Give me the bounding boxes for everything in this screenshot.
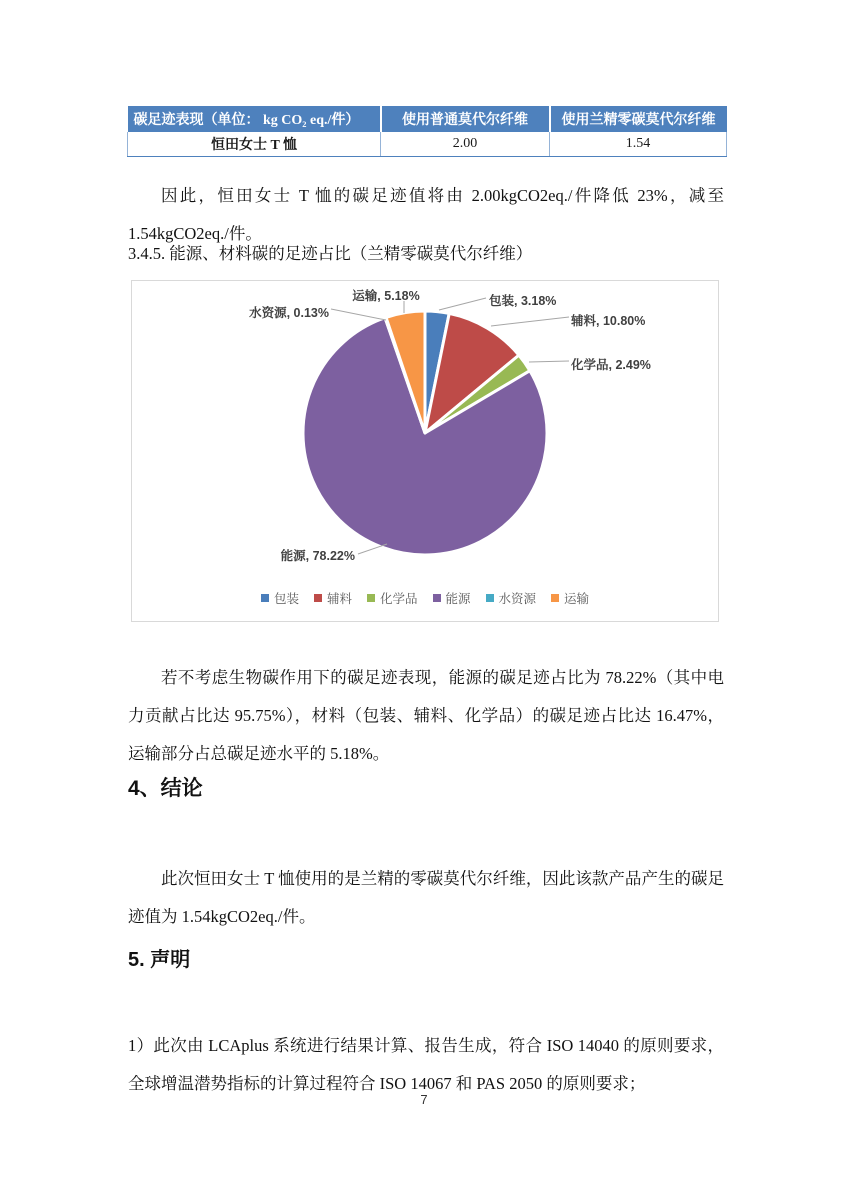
table-row [128, 132, 727, 157]
pie-data-label-运输: 运输, 5.18% [352, 289, 420, 303]
table-header-metric: 碳足迹表现（单位： kg CO₂ eq./件） [128, 106, 381, 132]
legend-swatch-icon [314, 594, 322, 602]
paragraph-footprint-reduction: 因此，恒田女士 T 恤的碳足迹值将由 2.00kgCO2eq./件降低 23%，减至 1.54kgCO2eq./件。 [128, 185, 724, 243]
legend-item-包装 [261, 589, 299, 607]
leader-line-化学品 [529, 361, 569, 362]
section-title-statement: 5. 声明 [128, 949, 191, 971]
pie-data-label-水资源: 水资源, 0.13% [249, 306, 329, 320]
table-cell-zero-carbon-value: 1.54 [550, 132, 727, 157]
leader-line-辅料 [491, 317, 569, 326]
paragraph-statement-1: 1）此次由 LCAplus 系统进行结果计算、报告生成，符合 ISO 14040 的原则要求，全球增温潜势指标的计算过程符合 ISO 14067 和 PAS 2050 的原则要求； [128, 1035, 724, 1093]
table-cell-product-name: 恒田女士 T 恤 [128, 132, 381, 157]
legend-label: 包装 [273, 592, 299, 606]
legend-item-水资源 [486, 589, 537, 607]
paragraph-share-analysis: 若不考虑生物碳作用下的碳足迹表现，能源的碳足迹占比为 78.22%（其中电力贡献占比达 95.75%），材料（包装、辅料、化学品）的碳足迹占比达 16.47%，运输部分占总碳足迹水平的 5.18%。 [128, 667, 724, 763]
legend-swatch-icon [261, 594, 269, 602]
legend-label: 水资源 [498, 592, 537, 606]
legend-item-能源 [433, 589, 471, 607]
leader-line-包装 [439, 298, 486, 310]
table-cell-normal-value: 2.00 [381, 132, 550, 157]
table-header-zero-carbon-fiber: 使用兰精零碳莫代尔纤维 [550, 106, 727, 132]
pie-chart-legend [132, 589, 718, 607]
legend-label: 辅料 [326, 592, 352, 606]
pie-chart [131, 280, 719, 622]
legend-swatch-icon [433, 594, 441, 602]
section-title-conclusion: 4、结论 [128, 777, 203, 800]
legend-label: 化学品 [379, 592, 418, 606]
legend-item-运输 [551, 589, 589, 607]
paragraph-conclusion: 此次恒田女士 T 恤使用的是兰精的零碳莫代尔纤维，因此该款产品产生的碳足迹值为 1.54kgCO2eq./件。 [128, 868, 724, 926]
legend-label: 运输 [564, 592, 590, 606]
carbon-footprint-table [127, 106, 727, 157]
leader-line-水资源 [331, 309, 386, 320]
legend-item-化学品 [367, 589, 418, 607]
pie-data-label-包装: 包装, 3.18% [489, 294, 557, 308]
legend-label: 能源 [445, 592, 471, 606]
pie-data-label-辅料: 辅料, 10.80% [571, 314, 646, 328]
table-header-normal-fiber: 使用普通莫代尔纤维 [381, 106, 550, 132]
legend-item-辅料 [314, 589, 352, 607]
section-title-3-4-5: 3.4.5. 能源、材料碳的足迹占比（兰精零碳莫代尔纤维） [128, 244, 533, 263]
table-header-row [128, 106, 727, 132]
legend-swatch-icon [367, 594, 375, 602]
pie-data-label-能源: 能源, 78.22% [280, 549, 355, 563]
legend-swatch-icon [551, 594, 559, 602]
page-number: 7 [420, 1092, 428, 1107]
legend-swatch-icon [486, 594, 494, 602]
pie-data-label-化学品: 化学品, 2.49% [571, 358, 651, 372]
